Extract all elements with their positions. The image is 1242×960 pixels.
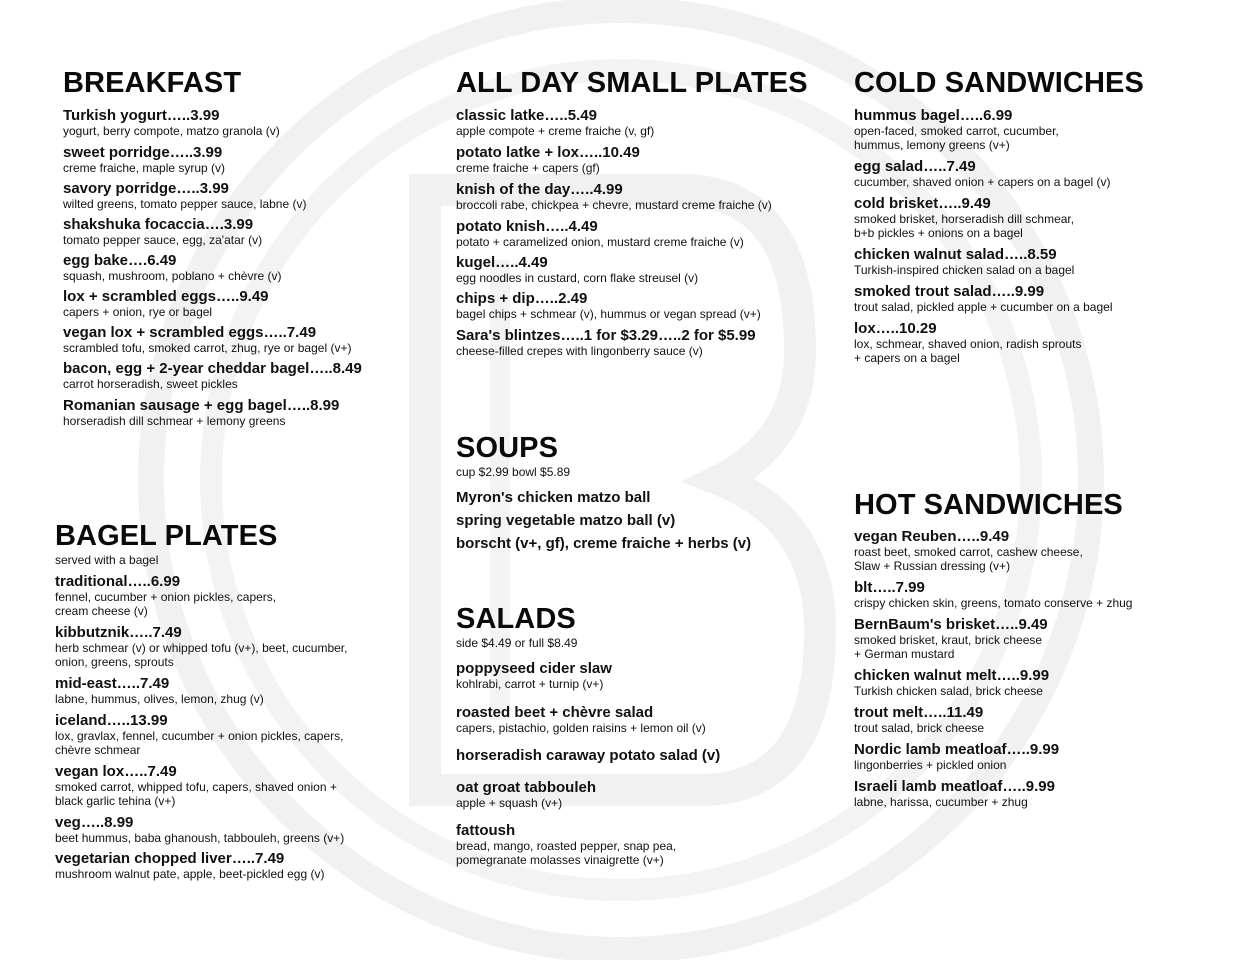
item-name-price: vegan lox + scrambled eggs…..7.49 <box>63 324 317 341</box>
item-name-price: roasted beet + chèvre salad <box>456 704 654 721</box>
item-description: apple + squash (v+) <box>456 796 563 810</box>
item-description: wilted greens, tomato pepper sauce, labne (v) <box>63 197 307 211</box>
item-description: scrambled tofu, smoked carrot, zhug, rye or bagel (v+) <box>63 341 352 355</box>
menu-item <box>854 778 1239 809</box>
item-description: apple compote + creme fraiche (v, gf) <box>456 124 655 138</box>
menu-item <box>854 704 1239 735</box>
item-description: potato + caramelized onion, mustard creme fraiche (v) <box>456 235 744 249</box>
item-description: horseradish dill schmear + lemony greens <box>63 414 286 428</box>
menu-items <box>456 660 836 867</box>
item-name-price: chips + dip…..2.49 <box>456 290 588 307</box>
menu-item <box>456 489 836 507</box>
item-description: onion, greens, sprouts <box>55 655 174 669</box>
item-description: crispy chicken skin, greens, tomato conserve + zhug <box>854 596 1133 610</box>
item-description: creme fraiche, maple syrup (v) <box>63 161 226 175</box>
menu-items <box>854 528 1239 809</box>
menu-item <box>854 528 1239 573</box>
item-description: carrot horseradish, sweet pickles <box>63 377 238 391</box>
item-description: chèvre schmear <box>55 743 141 757</box>
menu-item <box>854 579 1239 610</box>
menu-items <box>456 489 836 553</box>
menu-item <box>63 216 443 247</box>
item-description: lox, gravlax, fennel, cucumber + onion pickles, capers, <box>55 729 344 743</box>
item-description: Slaw + Russian dressing (v+) <box>854 559 1011 573</box>
item-name-price: lox…..10.29 <box>854 320 937 337</box>
item-name-price: Nordic lamb meatloaf…..9.99 <box>854 741 1060 758</box>
section-title: ALL DAY SMALL PLATES <box>456 67 808 99</box>
soups-section <box>456 433 836 553</box>
menu-item <box>55 850 440 881</box>
item-name-price: poppyseed cider slaw <box>456 660 612 677</box>
section-title: SOUPS <box>456 432 559 464</box>
menu-item <box>63 180 443 211</box>
item-name-price: iceland…..13.99 <box>55 712 168 729</box>
item-name-price: blt…..7.99 <box>854 579 925 596</box>
item-name-price: potato knish…..4.49 <box>456 218 598 235</box>
item-name-price: mid-east…..7.49 <box>55 675 170 692</box>
item-name-price: cold brisket…..9.49 <box>854 195 991 212</box>
item-description: + German mustard <box>854 647 955 661</box>
menu-item <box>456 660 836 691</box>
item-description: bread, mango, roasted pepper, snap pea, <box>456 839 677 853</box>
item-name-price: sweet porridge…..3.99 <box>63 144 223 161</box>
menu-item <box>63 252 443 283</box>
item-name-price: chicken walnut melt…..9.99 <box>854 667 1050 684</box>
menu-item <box>55 675 440 706</box>
item-name-price: veg…..8.99 <box>55 814 134 831</box>
item-description: cucumber, shaved onion + capers on a bagel (v) <box>854 175 1111 189</box>
item-description: smoked brisket, horseradish dill schmear, <box>854 212 1075 226</box>
menu-item <box>456 218 846 249</box>
bagel-plates-section <box>55 521 440 881</box>
item-description: tomato pepper sauce, egg, za'atar (v) <box>63 233 263 247</box>
cold-sandwiches-section <box>854 68 1234 365</box>
menu-item <box>854 667 1239 698</box>
menu-item <box>854 246 1234 277</box>
salads-section <box>456 604 836 867</box>
section-title: BAGEL PLATES <box>55 520 278 552</box>
item-name-price: Romanian sausage + egg bagel…..8.99 <box>63 397 340 414</box>
item-description: creme fraiche + capers (gf) <box>456 161 600 175</box>
menu-item <box>456 107 846 138</box>
item-description: trout salad, pickled apple + cucumber on a bagel <box>854 300 1113 314</box>
item-description: pomegranate molasses vinaigrette (v+) <box>456 853 664 867</box>
menu-item <box>854 320 1234 365</box>
item-name-price: fattoush <box>456 822 516 839</box>
item-name-price: chicken walnut salad…..8.59 <box>854 246 1057 263</box>
item-description: yogurt, berry compote, matzo granola (v) <box>63 124 280 138</box>
small-plates-section <box>456 68 846 358</box>
item-description: smoked brisket, kraut, brick cheese <box>854 633 1043 647</box>
item-description: black garlic tehina (v+) <box>55 794 176 808</box>
menu-item <box>456 535 836 553</box>
item-name-price: hummus bagel…..6.99 <box>854 107 1013 124</box>
item-description: squash, mushroom, poblano + chèvre (v) <box>63 269 282 283</box>
breakfast-section <box>63 68 443 428</box>
item-description: beet hummus, baba ghanoush, tabbouleh, greens (v+) <box>55 831 345 845</box>
menu-item <box>456 822 836 867</box>
menu-item <box>854 741 1239 772</box>
menu-item <box>63 288 443 319</box>
item-name-price: lox + scrambled eggs…..9.49 <box>63 288 269 305</box>
menu-item <box>456 181 846 212</box>
item-name-price: kugel…..4.49 <box>456 254 548 271</box>
item-name-price: egg bake….6.49 <box>63 252 177 269</box>
item-description: trout salad, brick cheese <box>854 721 985 735</box>
item-name-price: egg salad…..7.49 <box>854 158 976 175</box>
item-description: + capers on a bagel <box>854 351 960 365</box>
section-title: SALADS <box>456 603 576 635</box>
menu-item <box>55 814 440 845</box>
item-description: smoked carrot, whipped tofu, capers, shaved onion + <box>55 780 337 794</box>
item-description: b+b pickles + onions on a bagel <box>854 226 1023 240</box>
item-name-price: potato latke + lox…..10.49 <box>456 144 640 161</box>
item-description: labne, hummus, olives, lemon, zhug (v) <box>55 692 264 706</box>
item-name-price: classic latke…..5.49 <box>456 107 597 124</box>
item-name-price: vegan lox…..7.49 <box>55 763 177 780</box>
menu-item <box>63 397 443 428</box>
menu-item <box>55 624 440 669</box>
item-name-price: savory porridge…..3.99 <box>63 180 229 197</box>
menu-item <box>63 360 443 391</box>
item-description: capers, pistachio, golden raisins + lemon oil (v) <box>456 721 706 735</box>
item-description: cream cheese (v) <box>55 604 148 618</box>
section-subtitle: served with a bagel <box>55 553 159 567</box>
menu-items <box>854 107 1234 365</box>
item-name-price: vegetarian chopped liver…..7.49 <box>55 850 285 867</box>
menu-item <box>55 573 440 618</box>
item-name-price: kibbutznik…..7.49 <box>55 624 182 641</box>
menu-item <box>55 712 440 757</box>
item-name-price: traditional…..6.99 <box>55 573 181 590</box>
menu-item <box>854 283 1234 314</box>
item-name-price: Sara's blintzes…..1 for $3.29…..2 for $5.99 <box>456 327 756 344</box>
item-description: mushroom walnut pate, apple, beet-pickled egg (v) <box>55 867 325 881</box>
item-name-price: Myron's chicken matzo ball <box>456 489 651 506</box>
menu-item <box>854 616 1239 661</box>
section-subtitle: side $4.49 or full $8.49 <box>456 636 578 650</box>
item-name-price: Turkish yogurt…..3.99 <box>63 107 220 124</box>
section-title: HOT SANDWICHES <box>854 489 1123 521</box>
item-description: herb schmear (v) or whipped tofu (v+), beet, cucumber, <box>55 641 348 655</box>
menu-item <box>456 704 836 735</box>
item-name-price: BernBaum's brisket…..9.49 <box>854 616 1048 633</box>
item-name-price: Israeli lamb meatloaf…..9.99 <box>854 778 1055 795</box>
menu-item <box>63 144 443 175</box>
item-description: capers + onion, rye or bagel <box>63 305 213 319</box>
item-description: fennel, cucumber + onion pickles, capers, <box>55 590 277 604</box>
menu-item <box>854 158 1234 189</box>
menu-item <box>854 195 1234 240</box>
item-description: roast beet, smoked carrot, cashew cheese, <box>854 545 1083 559</box>
section-title: BREAKFAST <box>63 67 242 99</box>
menu-item <box>63 324 443 355</box>
item-name-price: bacon, egg + 2-year cheddar bagel…..8.49 <box>63 360 362 377</box>
menu-item <box>456 512 836 530</box>
section-title: COLD SANDWICHES <box>854 67 1144 99</box>
item-name-price: vegan Reuben…..9.49 <box>854 528 1010 545</box>
menu-item <box>456 144 846 175</box>
item-name-price: smoked trout salad…..9.99 <box>854 283 1045 300</box>
item-description: Turkish-inspired chicken salad on a bagel <box>854 263 1075 277</box>
item-description: Turkish chicken salad, brick cheese <box>854 684 1043 698</box>
item-name-price: spring vegetable matzo ball (v) <box>456 512 676 529</box>
menu-item <box>55 763 440 808</box>
section-subtitle: cup $2.99 bowl $5.89 <box>456 465 571 479</box>
item-description: kohlrabi, carrot + turnip (v+) <box>456 677 604 691</box>
menu-items <box>63 107 443 428</box>
item-description: lox, schmear, shaved onion, radish sprouts <box>854 337 1082 351</box>
menu-item <box>456 327 846 358</box>
item-description: labne, harissa, cucumber + zhug <box>854 795 1028 809</box>
menu-items <box>456 107 846 358</box>
item-description: open-faced, smoked carrot, cucumber, <box>854 124 1059 138</box>
menu-item <box>456 779 836 810</box>
item-description: egg noodles in custard, corn flake streusel (v) <box>456 271 699 285</box>
item-name-price: trout melt…..11.49 <box>854 704 984 721</box>
item-description: bagel chips + schmear (v), hummus or vegan spread (v+) <box>456 307 761 321</box>
item-name-price: oat groat tabbouleh <box>456 779 596 796</box>
item-description: hummus, lemony greens (v+) <box>854 138 1010 152</box>
item-name-price: shakshuka focaccia….3.99 <box>63 216 254 233</box>
menu-item <box>854 107 1234 152</box>
item-description: cheese-filled crepes with lingonberry sauce (v) <box>456 344 703 358</box>
item-description: broccoli rabe, chickpea + chevre, mustard creme fraiche (v) <box>456 198 772 212</box>
item-name-price: knish of the day…..4.99 <box>456 181 623 198</box>
menu-item <box>63 107 443 138</box>
menu-item <box>456 254 846 285</box>
item-description: lingonberries + pickled onion <box>854 758 1007 772</box>
item-name-price: horseradish caraway potato salad (v) <box>456 747 721 764</box>
item-name-price: borscht (v+, gf), creme fraiche + herbs (v) <box>456 535 752 552</box>
hot-sandwiches-section <box>854 490 1239 809</box>
menu-items <box>55 573 440 881</box>
menu-item <box>456 747 836 765</box>
menu-item <box>456 290 846 321</box>
